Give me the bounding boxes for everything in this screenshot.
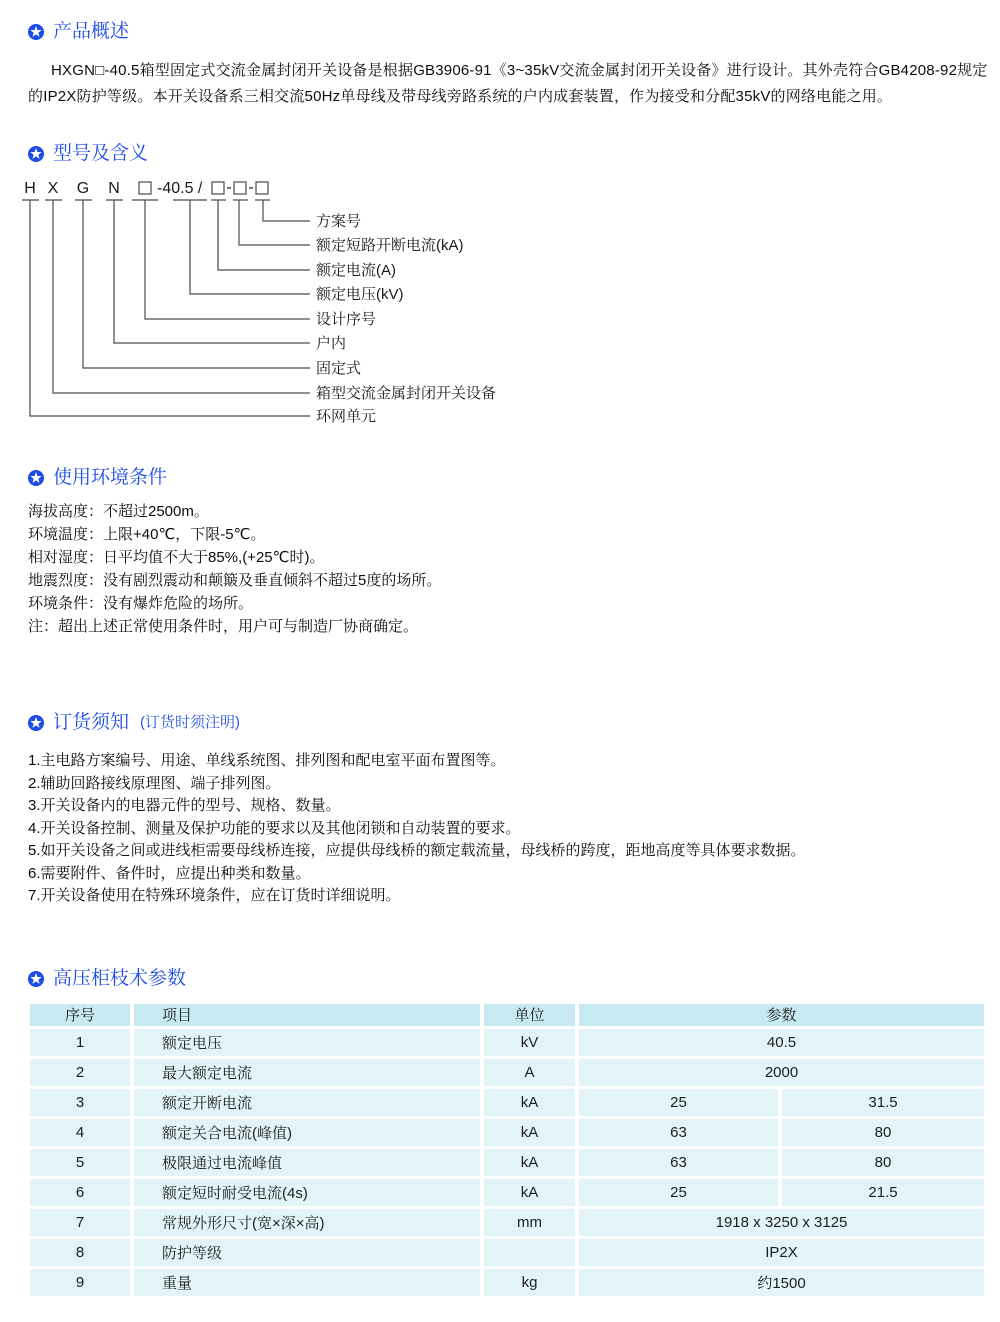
ordering-item: 2.辅助回路接线原理图、端子排列图。 [28, 774, 281, 792]
table-row [30, 1209, 984, 1236]
cell-param-1: 63 [579, 1149, 778, 1176]
header-item: 项目 [134, 1004, 480, 1026]
environment-line: 环境温度：上限+40℃，下限-5℃。 [28, 526, 266, 543]
cell-unit: mm [484, 1209, 575, 1236]
cell-no: 8 [30, 1239, 130, 1266]
cell-item: 防护等级 [134, 1239, 480, 1266]
section-subtitle: (订货时须注明) [140, 714, 241, 731]
model-label: 方案号 [316, 213, 362, 230]
model-label: 户内 [316, 335, 347, 352]
model-designation-diagram [0, 178, 988, 430]
cell-no: 1 [30, 1029, 130, 1056]
model-label: 额定电流(A) [316, 262, 396, 279]
cell-unit: kg [484, 1269, 575, 1296]
cell-param: 1918 x 3250 x 3125 [579, 1209, 984, 1236]
cell-param-1: 25 [579, 1089, 778, 1116]
model-placeholder-box [139, 182, 151, 194]
star-icon [28, 971, 44, 987]
cell-no: 9 [30, 1269, 130, 1296]
model-dash: - [248, 179, 254, 196]
model-label: 固定式 [316, 360, 362, 377]
ordering-item: 6.需要附件、备件时，应提出种类和数量。 [28, 864, 311, 882]
ordering-item: 7.开关设备使用在特殊环境条件，应在订货时详细说明。 [28, 887, 401, 904]
environment-line: 地震烈度：没有剧烈震动和颠簸及垂直倾斜不超过5度的场所。 [28, 572, 442, 589]
ordering-item: 3.开关设备内的电器元件的型号、规格、数量。 [28, 797, 341, 814]
header-param: 参数 [579, 1004, 984, 1026]
cell-no: 3 [30, 1089, 130, 1116]
star-icon [28, 715, 44, 731]
section-title-text: 高压柜枝术参数 [53, 967, 187, 989]
cell-unit: kA [484, 1179, 575, 1206]
model-placeholder-box [256, 182, 268, 194]
cell-no: 2 [30, 1059, 130, 1086]
environment-line: 海拔高度：不超过2500m。 [28, 503, 209, 520]
cell-unit: A [484, 1059, 575, 1086]
header-unit: 单位 [484, 1004, 575, 1026]
model-letter: G [76, 180, 90, 197]
environment-conditions [28, 500, 988, 638]
model-label: 箱型交流金属封闭开关设备 [316, 385, 497, 402]
model-letter: X [47, 180, 59, 197]
table-row [30, 1179, 984, 1206]
cell-param-2: 80 [782, 1119, 984, 1146]
star-icon [28, 24, 44, 40]
cell-item: 额定电压 [134, 1029, 480, 1056]
datasheet-page [0, 20, 1000, 1322]
cell-item: 额定短时耐受电流(4s) [134, 1179, 480, 1206]
ordering-item: 5.如开关设备之间或进线柜需要母线桥连接，应提供母线桥的额定载流量，母线桥的跨度，距地高度等具体要求数据。 [28, 842, 806, 859]
model-mid-text: -40.5 / [157, 180, 203, 197]
cell-no: 7 [30, 1209, 130, 1236]
cell-item: 最大额定电流 [134, 1059, 480, 1086]
table-row [30, 1089, 984, 1116]
cell-param-1: 63 [579, 1119, 778, 1146]
cell-no: 4 [30, 1119, 130, 1146]
environment-note: 注：超出上述正常使用条件时，用户可与制造厂协商确定。 [28, 618, 419, 635]
section-title-ordering [28, 711, 988, 735]
cell-no: 6 [30, 1179, 130, 1206]
cell-param: 2000 [579, 1059, 984, 1086]
section-title-text: 订货须知 [53, 712, 130, 733]
cell-item: 极限通过电流峰值 [134, 1149, 480, 1176]
header-no: 序号 [30, 1004, 130, 1026]
table-row [30, 1149, 984, 1176]
model-label: 设计序号 [316, 311, 377, 328]
model-label: 环网单元 [316, 408, 377, 425]
section-title-overview [28, 20, 988, 44]
cell-param: IP2X [579, 1239, 984, 1266]
cell-param: 约1500 [579, 1269, 984, 1296]
star-icon [28, 470, 44, 486]
cell-no: 5 [30, 1149, 130, 1176]
star-icon [28, 146, 44, 162]
cell-param-2: 80 [782, 1149, 984, 1176]
environment-line: 环境条件：没有爆炸危险的场所。 [28, 595, 254, 612]
ordering-item: 4.开关设备控制、测量及保护功能的要求以及其他闭锁和自动装置的要求。 [28, 819, 521, 837]
section-title-text: 型号及含义 [53, 143, 149, 164]
model-label: 额定电压(kV) [316, 286, 404, 303]
table-row [30, 1239, 984, 1266]
table-row [30, 1269, 984, 1296]
cell-item: 额定关合电流(峰值) [134, 1119, 480, 1146]
model-placeholder-box [212, 182, 224, 194]
ordering-notes [28, 750, 988, 908]
table-row [30, 1059, 984, 1086]
cell-item: 常规外形尺寸(宽×深×高) [134, 1209, 480, 1236]
model-placeholder-box [234, 182, 246, 194]
cell-unit: kA [484, 1119, 575, 1146]
section-title-text: 产品概述 [53, 21, 130, 42]
table-header-row [30, 1004, 984, 1026]
cell-unit: kV [484, 1029, 575, 1056]
section-title-model [28, 142, 988, 166]
section-title-text: 使用环境条件 [53, 467, 168, 488]
cell-param: 40.5 [579, 1029, 984, 1056]
environment-line: 相对湿度：日平均值不大于85%,(+25℃时)。 [28, 549, 325, 566]
model-label: 额定短路开断电流(kA) [316, 237, 464, 254]
parameters-table [26, 1001, 988, 1299]
cell-item: 额定开断电流 [134, 1089, 480, 1116]
model-letter: H [24, 180, 36, 197]
table-row [30, 1119, 984, 1146]
section-title-environment [28, 466, 988, 490]
section-title-parameters [28, 967, 988, 991]
model-dash: - [226, 179, 232, 196]
cell-param-2: 21.5 [782, 1179, 984, 1206]
cell-param-2: 31.5 [782, 1089, 984, 1116]
ordering-item: 1.主电路方案编号、用途、单线系统图、排列图和配电室平面布置图等。 [28, 752, 506, 769]
cell-unit: kA [484, 1149, 575, 1176]
overview-paragraph: HXGN□-40.5箱型固定式交流金属封闭开关设备是根据GB3906-91《3~35kV交流金属封闭开关设备》进行设计。其外壳符合GB4208-92规定的IP2X防护等级。本开关设备系三相交流50Hz单母线及带母线旁路系统的户内成套装置，作为接受和分配35kV的网络电能之用。 [28, 62, 988, 105]
cell-item: 重量 [134, 1269, 480, 1296]
cell-unit [484, 1239, 575, 1266]
model-letter: N [108, 180, 120, 197]
cell-param-1: 25 [579, 1179, 778, 1206]
table-row [30, 1029, 984, 1056]
cell-unit: kA [484, 1089, 575, 1116]
